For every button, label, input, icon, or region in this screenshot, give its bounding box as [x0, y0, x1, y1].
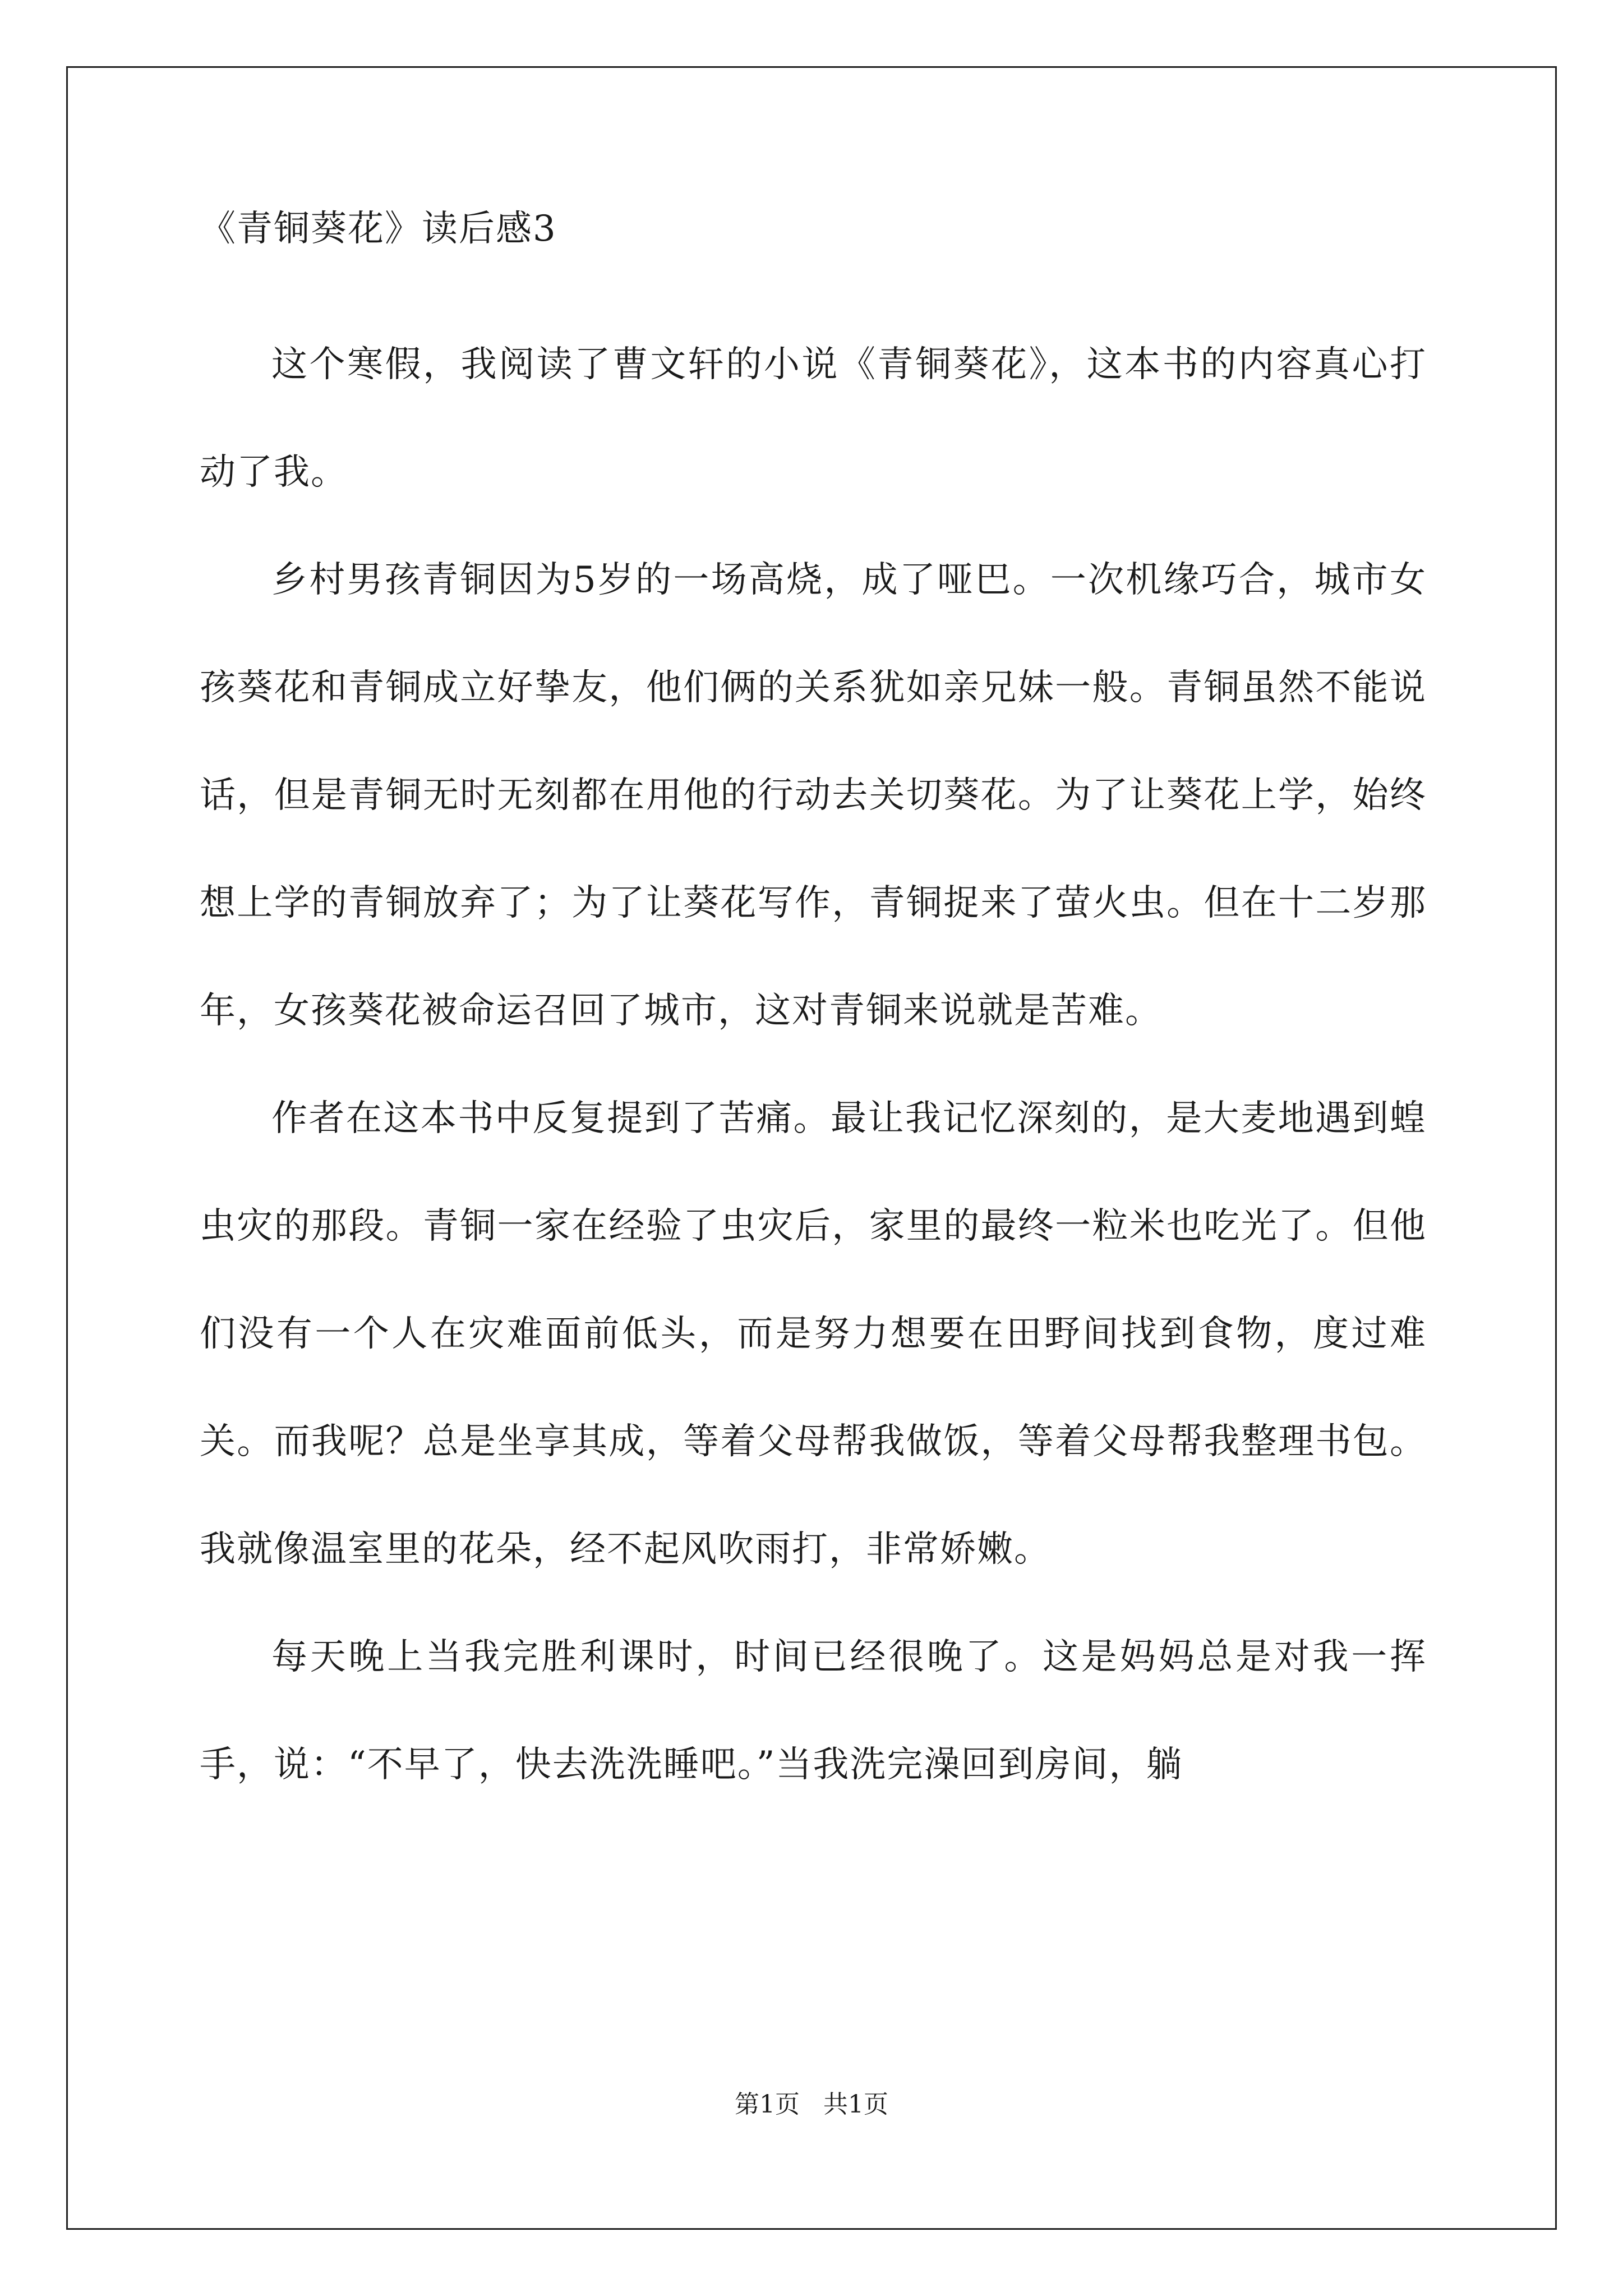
- paragraph: 乡村男孩青铜因为5岁的一场高烧，成了哑巴。一次机缘巧合，城市女孩葵花和青铜成立好挚友，他们俩的关系犹如亲兄妹一般。青铜虽然不能说话，但是青铜无时无刻都在用他的行动去关切葵花。为了让葵花上学，始终想上学的青铜放弃了；为了让葵花写作，青铜捉来了萤火虫。但在十二岁那年，女孩葵花被命运召回了城市，这对青铜来说就是苦难。: [200, 559, 1427, 1032]
- document-title: 《青铜葵花》读后感3: [200, 208, 557, 250]
- paragraph: 每天晚上当我完胜利课时，时间已经很晚了。这是妈妈总是对我一挥手，说：“不早了，快去洗洗睡吧。”当我洗完澡回到房间，躺: [200, 1636, 1427, 1786]
- page-number-footer: 第1页 共1页: [735, 2090, 888, 2119]
- document-body: [200, 202, 1427, 1819]
- paragraph: 作者在这本书中反复提到了苦痛。最让我记忆深刻的，是大麦地遇到蝗虫灾的那段。青铜一家在经验了虫灾后，家里的最终一粒米也吃光了。但他们没有一个人在灾难面前低头，而是努力想要在田野间找到食物，度过难关。而我呢？总是坐享其成，等着父母帮我做饭，等着父母帮我整理书包。我就像温室里的花朵，经不起风吹雨打，非常娇嫩。: [200, 1098, 1427, 1570]
- paragraph: 这个寒假，我阅读了曹文轩的小说《青铜葵花》，这本书的内容真心打动了我。: [200, 344, 1427, 493]
